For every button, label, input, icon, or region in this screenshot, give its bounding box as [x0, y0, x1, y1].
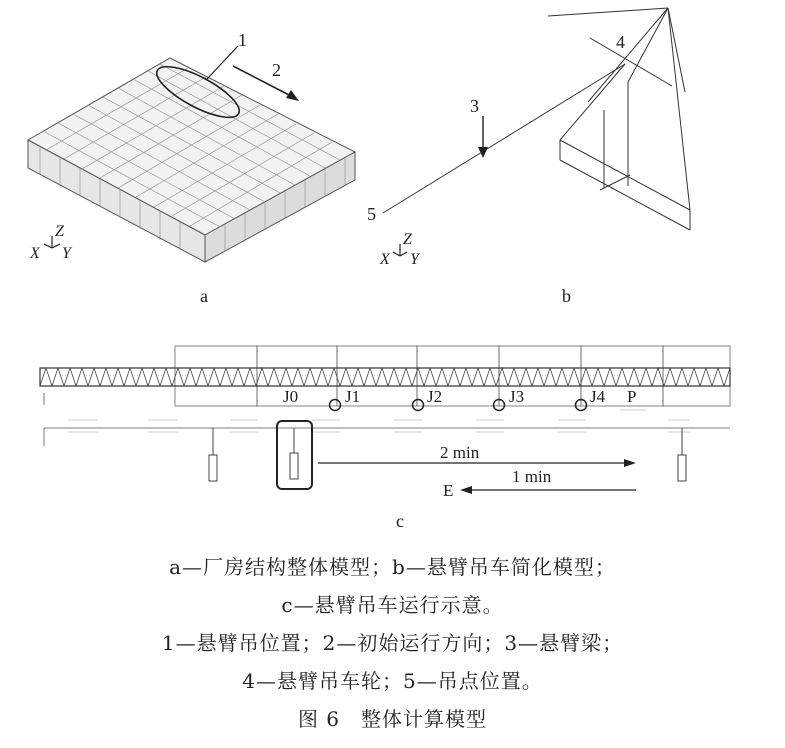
panel-c-schematic: [40, 346, 730, 531]
arrow-1min-head: [460, 486, 472, 494]
callout-4: 4: [616, 32, 625, 52]
panel-c-label: c: [396, 511, 404, 531]
beam-arrow-3-head: [478, 147, 488, 158]
direction-arrow-2: [233, 66, 291, 96]
panel-a-axis-triad: [29, 223, 73, 262]
hoist-highlighted: [290, 428, 298, 479]
callout-3: 3: [470, 96, 479, 116]
joint-label: P: [627, 387, 637, 406]
joint-label: J1: [345, 387, 361, 406]
panel-b-crane-model: [383, 8, 690, 230]
axis-y-label-b: Y: [410, 251, 419, 268]
upper-frames: [175, 346, 730, 406]
joint-label: J2: [427, 387, 443, 406]
hoist-right: [678, 428, 686, 481]
direction-arrow-2-head: [286, 90, 299, 101]
panel-a-structure-model: [28, 30, 355, 306]
end-label-e: E: [443, 481, 454, 500]
caption-line-3: 1—悬臂吊位置；2—初始运行方向；3—悬臂梁；: [161, 631, 624, 655]
panel-b-label: b: [562, 286, 571, 306]
arrow-2min-head: [624, 459, 636, 467]
panel-b-annotations: [367, 32, 625, 306]
axis-x-label: X: [30, 245, 40, 262]
caption-line-2: c—悬臂吊车运行示意。: [281, 593, 504, 617]
model-top-face: [28, 58, 355, 235]
panel-b-axis-triad: [379, 231, 421, 268]
truss-zigzag: [40, 368, 730, 386]
axis-z-label-b: Z: [403, 231, 412, 248]
caption-line-1: a—厂房结构整体模型；b—悬臂吊车简化模型；: [169, 555, 616, 579]
hoist-left: [209, 428, 217, 481]
joint-label: J4: [590, 387, 606, 406]
callout-5: 5: [367, 204, 376, 224]
callout-1-leader: [207, 46, 238, 79]
axis-z-label: Z: [55, 223, 64, 240]
arrow-1min-label: 1 min: [512, 467, 552, 486]
panel-a-label: a: [200, 286, 208, 306]
joint-j1-marker: [330, 400, 341, 411]
caption-line-4: 4—悬臂吊车轮；5—吊点位置。: [242, 669, 543, 693]
figure-title: 图 6 整体计算模型: [297, 707, 488, 731]
joint-label: J3: [509, 387, 525, 406]
callout-1: 1: [238, 30, 247, 50]
axis-x-label-b: X: [380, 251, 390, 268]
node-ticks: [68, 410, 690, 432]
axis-y-label: Y: [62, 245, 71, 262]
joint-label: J0: [283, 387, 299, 406]
callout-2: 2: [272, 60, 281, 80]
arrow-2min-label: 2 min: [440, 443, 480, 462]
joint-j2-marker: [413, 400, 424, 411]
